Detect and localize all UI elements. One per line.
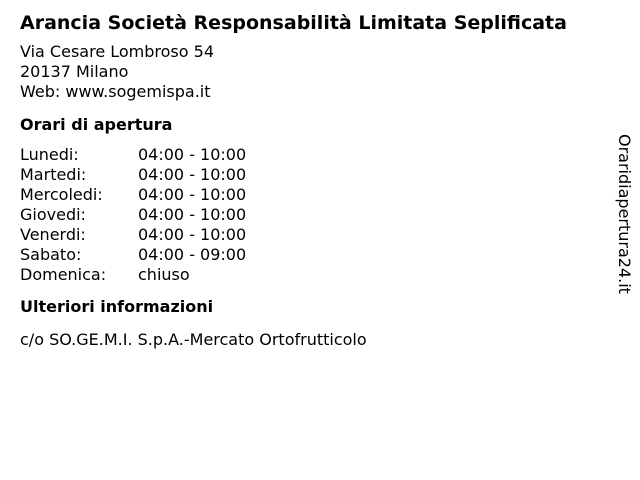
hours-value: 04:00 - 10:00 bbox=[138, 205, 247, 224]
hours-row-thursday bbox=[20, 205, 610, 225]
hours-row-friday bbox=[20, 225, 610, 245]
more-info-text: c/o SO.GE.M.I. S.p.A.-Mercato Ortofrutticolo bbox=[20, 330, 367, 349]
hours-row-tuesday bbox=[20, 165, 610, 185]
hours-row-saturday bbox=[20, 245, 610, 265]
day-label: Domenica: bbox=[20, 265, 107, 284]
hours-row-monday bbox=[20, 145, 610, 165]
side-brand-text: Oraridiapertura24.it bbox=[615, 134, 634, 294]
opening-hours-table bbox=[20, 145, 610, 285]
address-block bbox=[20, 42, 610, 102]
hours-value: 04:00 - 10:00 bbox=[138, 165, 247, 184]
more-info-heading: Ulteriori informazioni bbox=[20, 297, 214, 316]
hours-row-wednesday bbox=[20, 185, 610, 205]
day-label: Martedi: bbox=[20, 165, 87, 184]
business-card bbox=[20, 10, 610, 350]
hours-value: 04:00 - 10:00 bbox=[138, 185, 247, 204]
address-street: Via Cesare Lombroso 54 bbox=[20, 42, 214, 61]
day-label: Lunedi: bbox=[20, 145, 79, 164]
hours-value: 04:00 - 10:00 bbox=[138, 145, 247, 164]
side-brand-watermark bbox=[612, 134, 636, 310]
website-link[interactable]: Web: www.sogemispa.it bbox=[20, 82, 211, 101]
hours-row-sunday bbox=[20, 265, 610, 285]
day-label: Sabato: bbox=[20, 245, 82, 264]
day-label: Giovedi: bbox=[20, 205, 86, 224]
hours-value: 04:00 - 10:00 bbox=[138, 225, 247, 244]
opening-hours-heading: Orari di apertura bbox=[20, 115, 173, 134]
address-city: 20137 Milano bbox=[20, 62, 129, 81]
day-label: Venerdi: bbox=[20, 225, 86, 244]
business-name: Arancia Società Responsabilità Limitata Seplificata bbox=[20, 12, 567, 34]
day-label: Mercoledi: bbox=[20, 185, 103, 204]
hours-value: chiuso bbox=[138, 265, 190, 284]
hours-value: 04:00 - 09:00 bbox=[138, 245, 247, 264]
